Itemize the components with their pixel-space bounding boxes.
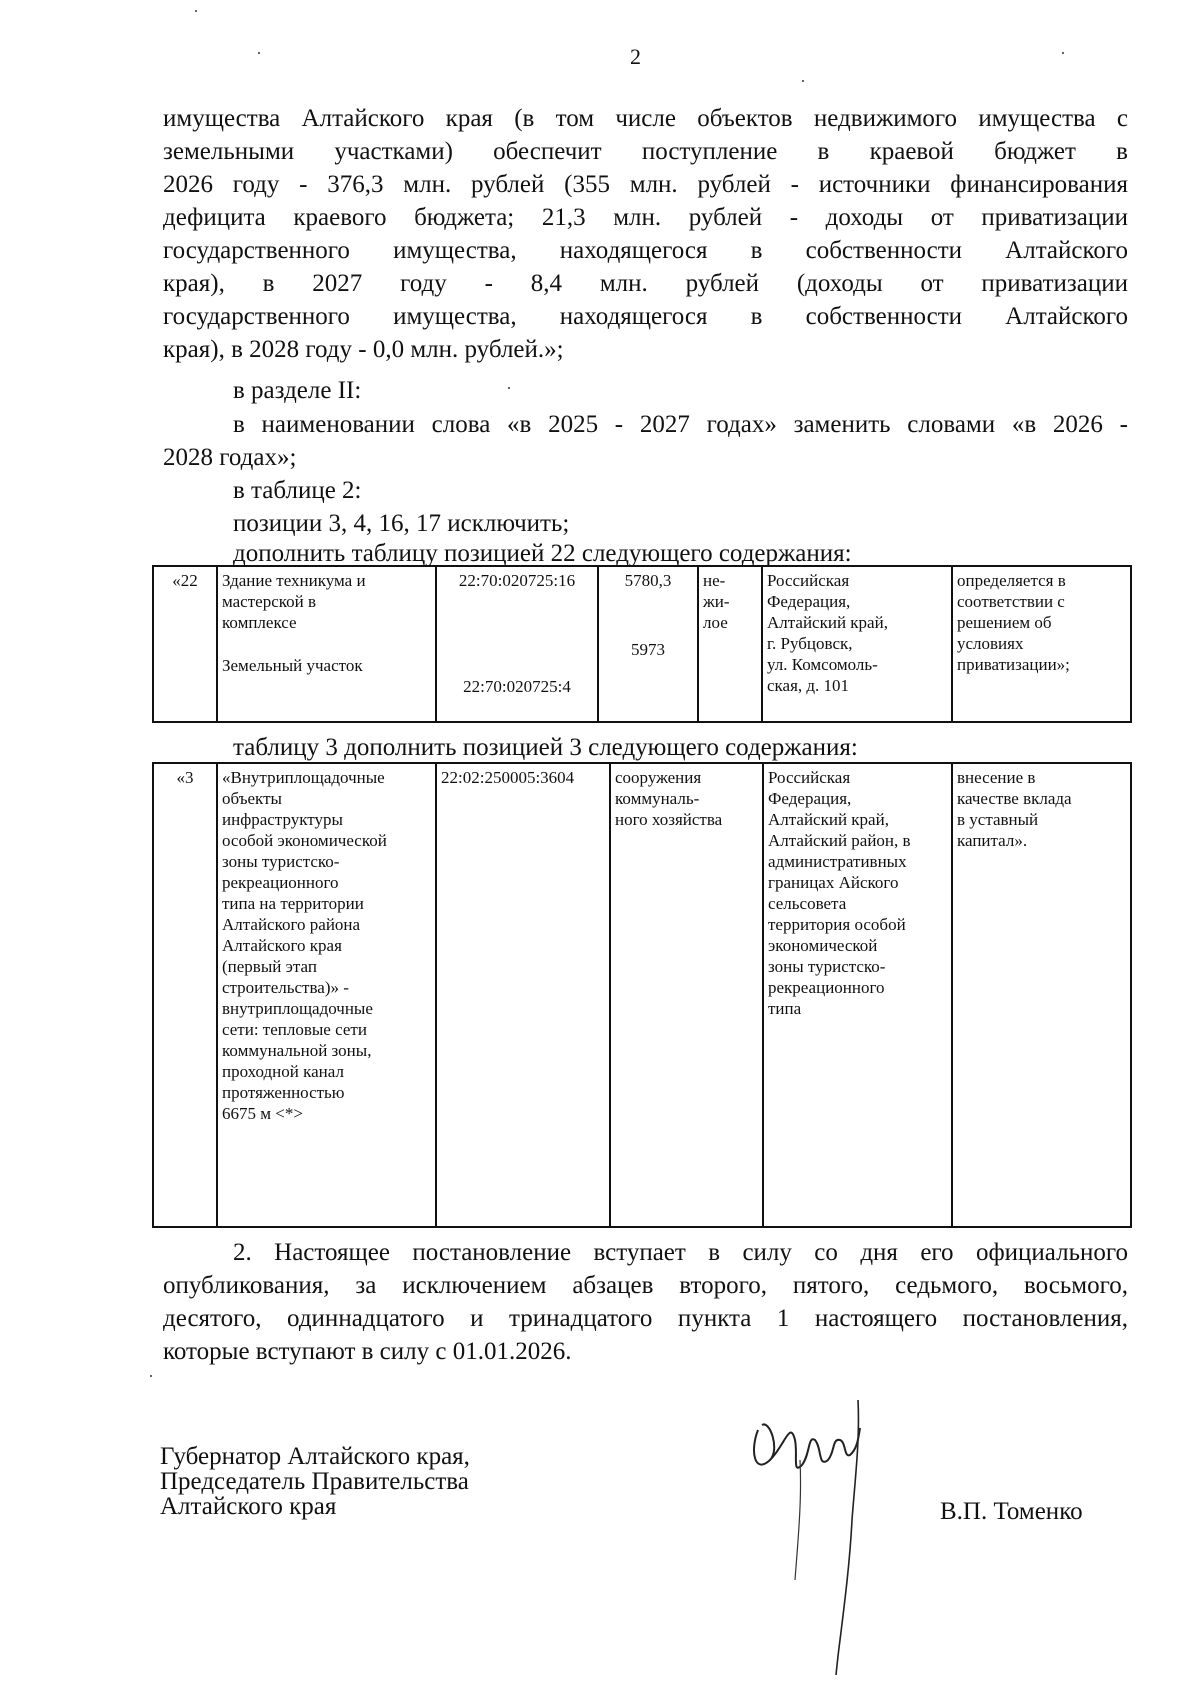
- table-position-3: [152, 762, 1132, 1228]
- signature-block: [160, 1444, 470, 1519]
- text-line: государственного имущества, находящегося в собственности Алтайского: [163, 303, 1128, 330]
- table-row: [153, 566, 1131, 722]
- cell-cadastral: 22:02:250005:3604: [436, 763, 610, 1227]
- cell-address: Российская Федерация, Алтайский край, Алтайский район, в административных границах Айского сельсовета территория особой экономической зоны туристско- рекреационного типа: [763, 763, 952, 1227]
- text-line: имущества Алтайского края (в том числе объектов недвижимого имущества с: [163, 105, 1128, 132]
- rename-line: [163, 408, 1128, 474]
- text-line: которые вступают в силу с 01.01.2026.: [163, 1338, 572, 1365]
- name-building: Здание техникума и мастерской в комплексе: [222, 571, 366, 632]
- text-line: десятого, одиннадцатого и тринадцатого пункта 1 настоящего постановления,: [163, 1305, 1128, 1332]
- cell-purpose: не- жи- лое: [698, 566, 762, 722]
- signer-title-line: Губернатор Алтайского края,: [160, 1443, 470, 1470]
- text-line: в наименовании слова «в 2025 - 2027 годах» заменить словами «в 2026 -: [233, 411, 1128, 438]
- cell-cadastral: [436, 566, 598, 722]
- section-line: в разделе II:: [233, 377, 362, 404]
- text-line: 2026 году - 376,3 млн. рублей (355 млн. рублей - источники финансирования: [163, 171, 1128, 198]
- table2-line: в таблице 2:: [233, 477, 362, 504]
- scan-speck: [1062, 52, 1064, 54]
- cell-name: [217, 566, 436, 722]
- table3-line: таблицу 3 дополнить позицией 3 следующего содержания:: [233, 734, 858, 761]
- cell-address: Российская Федерация, Алтайский край, г. Рубцовск, ул. Комсомоль- ская, д. 101: [762, 566, 952, 722]
- intro-paragraph: [163, 102, 1128, 366]
- area-building: 5780,3: [624, 571, 672, 590]
- cell-name: «Внутриплощадочные объекты инфраструктуры особой экономической зоны туристско- рекреационного типа на территории Алтайского района Алтайского края (первый этап строительства)» - внутриплощадочные сети: тепловые сети коммунальной зоны, проходной канал протяженностью 6675 м <*>: [217, 763, 436, 1227]
- signer-name: В.П. Томенко: [940, 1498, 1083, 1525]
- cadastral-building: 22:70:020725:16: [458, 571, 576, 590]
- cell-number: «3: [153, 763, 217, 1227]
- cell-method: внесение в качестве вклада в уставный капитал».: [952, 763, 1131, 1227]
- table-position-22: [152, 565, 1132, 723]
- text-line: земельными участками) обеспечит поступление в краевой бюджет в: [163, 138, 1128, 165]
- name-land: Земельный участок: [222, 656, 363, 675]
- cell-purpose: сооружения коммуналь- ного хозяйства: [610, 763, 763, 1227]
- area-land: 5973: [631, 640, 665, 659]
- cadastral-land: 22:70:020725:4: [463, 677, 571, 696]
- closing-paragraph: [163, 1236, 1128, 1368]
- signer-title-line: Алтайского края: [160, 1493, 337, 1520]
- text-line: 2. Настоящее постановление вступает в силу со дня его официального: [233, 1239, 1128, 1266]
- text-line: дефицита краевого бюджета; 21,3 млн. рублей - доходы от приватизации: [163, 204, 1128, 231]
- table-row: [153, 763, 1131, 1227]
- exclude-line: позиции 3, 4, 16, 17 исключить;: [233, 510, 570, 537]
- cell-area: [598, 566, 698, 722]
- page-number: 2: [630, 44, 641, 69]
- cell-number: «22: [153, 566, 217, 722]
- text-line: 2028 годах»;: [163, 444, 297, 471]
- text-line: края), в 2027 году - 8,4 млн. рублей (доходы от приватизации: [163, 270, 1128, 297]
- text-line: государственного имущества, находящегося в собственности Алтайского: [163, 237, 1128, 264]
- signer-title-line: Председатель Правительства: [160, 1468, 469, 1495]
- scan-speck: [802, 80, 804, 82]
- scan-speck: [258, 52, 260, 54]
- scan-speck: [195, 10, 197, 12]
- handwritten-signature: [740, 1380, 920, 1680]
- add-position-line: дополнить таблицу позицией 22 следующего содержания:: [233, 540, 852, 567]
- scan-speck: [508, 387, 510, 389]
- scan-speck: [150, 1375, 152, 1377]
- text-line: опубликования, за исключением абзацев второго, пятого, седьмого, восьмого,: [163, 1272, 1128, 1299]
- cell-method: определяется в соответствии с решением об условиях приватизации»;: [952, 566, 1131, 722]
- text-line: края), в 2028 году - 0,0 млн. рублей.»;: [163, 336, 564, 363]
